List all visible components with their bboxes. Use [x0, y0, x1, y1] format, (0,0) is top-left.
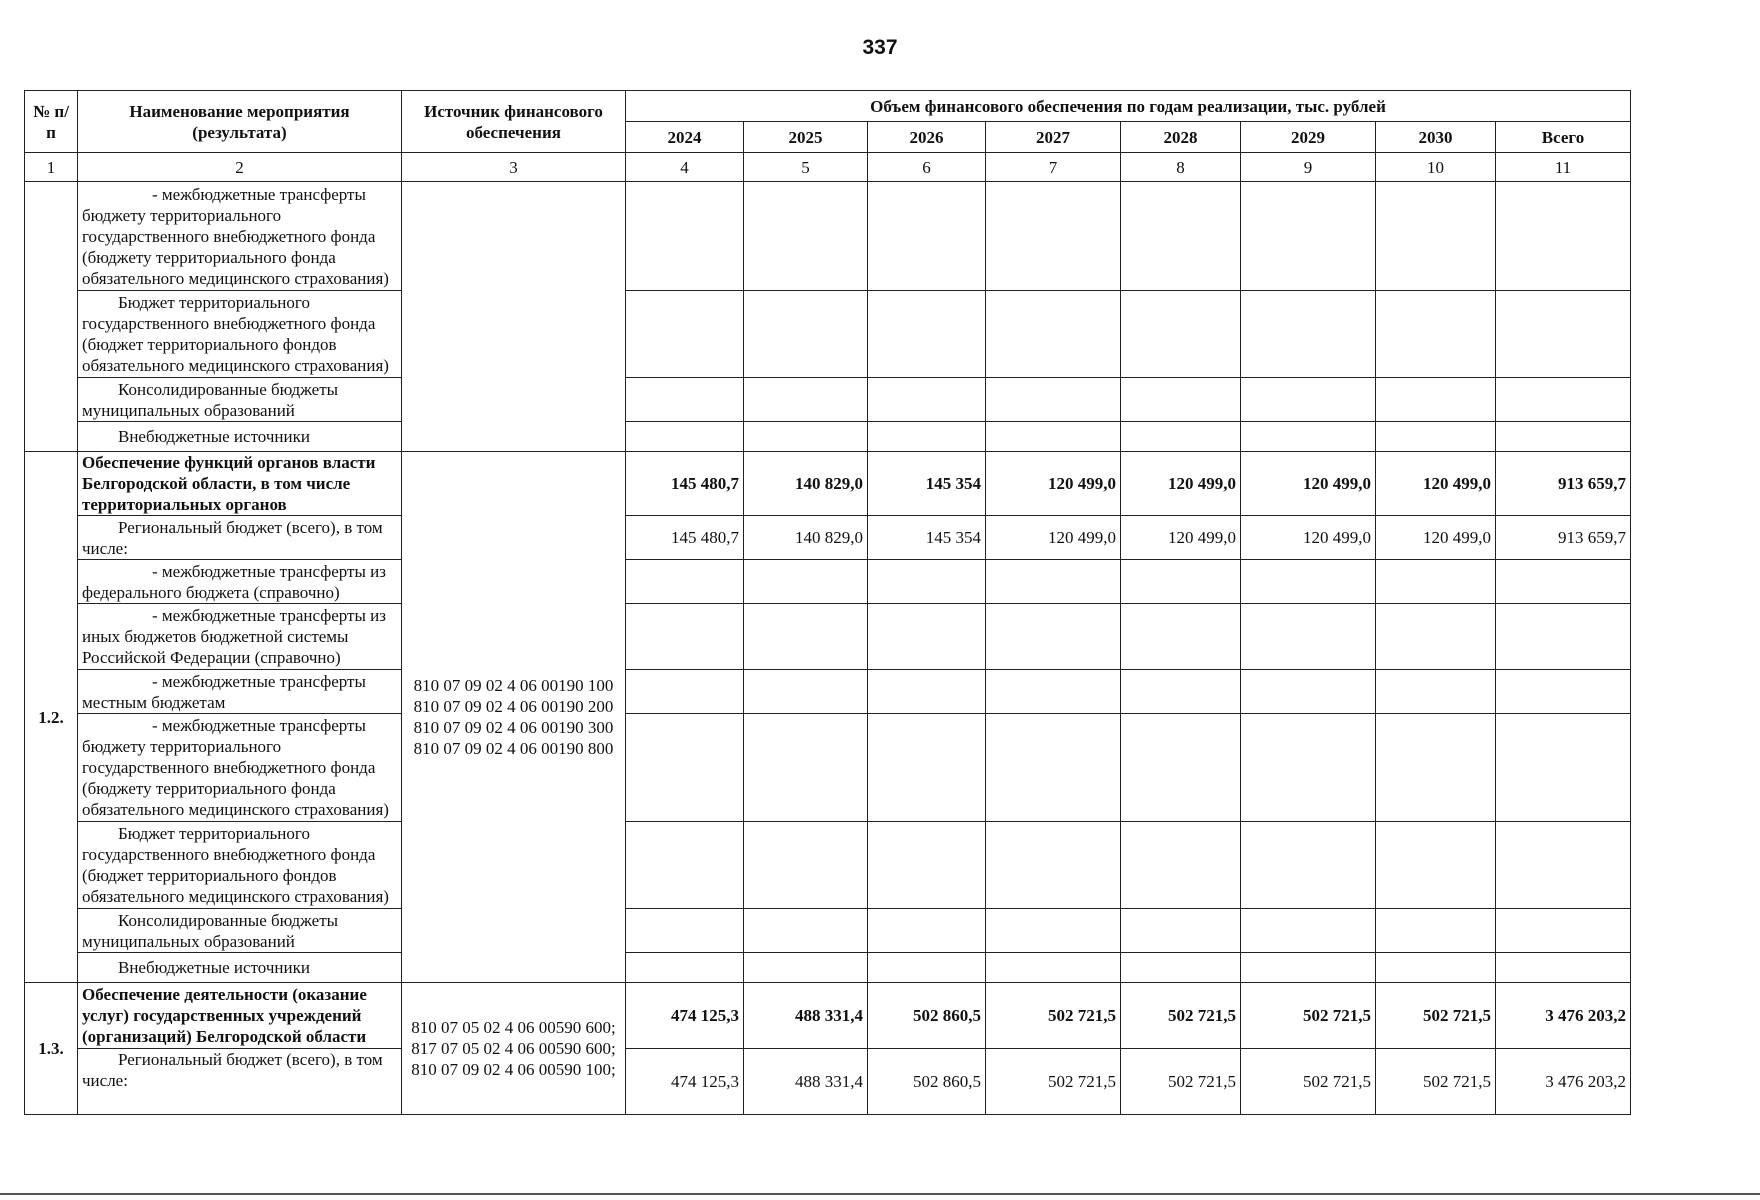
column-number: 9 — [1241, 153, 1376, 182]
column-number: 3 — [402, 153, 626, 182]
value-cell: 502 721,5 — [1376, 1049, 1496, 1115]
table-row — [25, 560, 1760, 604]
row-name: Бюджет территориального государственного внебюджетного фонда (бюджет территориального фондов обязательного медицинского страхования) — [78, 822, 402, 909]
row-name: Обеспечение функций органов власти Белгородской области, в том числе территориальных органов — [78, 452, 402, 516]
row-name: - межбюджетные трансферты бюджету территориального государственного внебюджетного фонда (бюджету территориального фонда обязательного медицинского страхования) — [78, 714, 402, 822]
header-year: 2029 — [1241, 122, 1376, 153]
value-cell: 502 721,5 — [1241, 983, 1376, 1049]
value-cell: 488 331,4 — [744, 1049, 868, 1115]
value-cell: 3 476 203,2 — [1496, 983, 1631, 1049]
value-cell: 913 659,7 — [1496, 516, 1631, 560]
column-number: 5 — [744, 153, 868, 182]
header-year: 2030 — [1376, 122, 1496, 153]
table-row — [25, 909, 1760, 953]
row-name: - межбюджетные трансферты из иных бюджетов бюджетной системы Российской Федерации (справочно) — [78, 604, 402, 670]
table-row — [25, 983, 1760, 1049]
value-cell: 120 499,0 — [986, 452, 1121, 516]
value-cell: 502 721,5 — [1376, 983, 1496, 1049]
value-cell: 3 476 203,2 — [1496, 1049, 1631, 1115]
value-cell: 913 659,7 — [1496, 452, 1631, 516]
column-number: 8 — [1121, 153, 1241, 182]
value-cell: 140 829,0 — [744, 516, 868, 560]
value-cell: 145 480,7 — [626, 516, 744, 560]
row-name: Внебюджетные источники — [78, 953, 402, 983]
column-number: 11 — [1496, 153, 1631, 182]
value-cell: 502 721,5 — [1121, 1049, 1241, 1115]
value-cell: 120 499,0 — [1376, 452, 1496, 516]
page-number: 337 — [862, 36, 898, 59]
value-cell: 145 480,7 — [626, 452, 744, 516]
row-name: Обеспечение деятельности (оказание услуг) государственных учреждений (организаций) Белгородской области — [78, 983, 402, 1049]
value-cell: 488 331,4 — [744, 983, 868, 1049]
row-number-cell — [25, 182, 78, 452]
header-year: 2028 — [1121, 122, 1241, 153]
value-cell: 140 829,0 — [744, 452, 868, 516]
source-cell: 810 07 05 02 4 06 00590 600; 817 07 05 02 4 06 00590 600; 810 07 09 02 4 06 00590 100; — [402, 983, 626, 1115]
value-cell: 120 499,0 — [1121, 452, 1241, 516]
header-year: 2025 — [744, 122, 868, 153]
row-name: Консолидированные бюджеты муниципальных образований — [78, 378, 402, 422]
column-number: 1 — [25, 153, 78, 182]
column-number: 6 — [868, 153, 986, 182]
header-year: 2027 — [986, 122, 1121, 153]
table-row — [25, 670, 1760, 714]
value-cell: 145 354 — [868, 516, 986, 560]
value-cell: 145 354 — [868, 452, 986, 516]
column-number: 10 — [1376, 153, 1496, 182]
table-row — [25, 452, 1760, 516]
column-number-row — [25, 153, 1760, 182]
value-cell: 120 499,0 — [1241, 516, 1376, 560]
table-row — [25, 291, 1760, 378]
header-year: 2024 — [626, 122, 744, 153]
row-name: Бюджет территориального государственного внебюджетного фонда (бюджет территориального фондов обязательного медицинского страхования) — [78, 291, 402, 378]
row-name: - межбюджетные трансферты бюджету территориального государственного внебюджетного фонда (бюджету территориального фонда обязательного медицинского страхования) — [78, 182, 402, 291]
header-total: Всего — [1496, 122, 1631, 153]
value-cell: 502 721,5 — [986, 1049, 1121, 1115]
table-row — [25, 422, 1760, 452]
value-cell: 120 499,0 — [1376, 516, 1496, 560]
table-row — [25, 516, 1760, 560]
value-cell: 120 499,0 — [1121, 516, 1241, 560]
table-row — [25, 604, 1760, 670]
column-number: 7 — [986, 153, 1121, 182]
column-number: 4 — [626, 153, 744, 182]
value-cell: 474 125,3 — [626, 983, 744, 1049]
value-cell: 502 860,5 — [868, 1049, 986, 1115]
header-source: Источник финансового обеспечения — [402, 91, 626, 153]
value-cell: 502 721,5 — [1241, 1049, 1376, 1115]
table-row — [25, 182, 1760, 291]
table-row — [25, 953, 1760, 983]
table-row — [25, 714, 1760, 822]
header-no: № п/п — [25, 91, 78, 153]
header-name: Наименование мероприятия (результата) — [78, 91, 402, 153]
value-cell: 120 499,0 — [1241, 452, 1376, 516]
value-cell: 120 499,0 — [986, 516, 1121, 560]
source-cell — [402, 182, 626, 452]
table-row — [25, 378, 1760, 422]
bottom-rule — [0, 1193, 1760, 1195]
table-row — [25, 1049, 1760, 1115]
table-row — [25, 822, 1760, 909]
source-cell: 810 07 09 02 4 06 00190 100 810 07 09 02 4 06 00190 200 810 07 09 02 4 06 00190 300 810 07 09 02 4 06 00190 800 — [402, 452, 626, 983]
value-cell: 502 860,5 — [868, 983, 986, 1049]
value-cell: 474 125,3 — [626, 1049, 744, 1115]
row-name: Региональный бюджет (всего), в том числе: — [78, 516, 402, 560]
header-year: 2026 — [868, 122, 986, 153]
header-group: Объем финансового обеспечения по годам реализации, тыс. рублей — [626, 91, 1631, 122]
row-number: 1.2. — [25, 452, 78, 983]
column-number: 2 — [78, 153, 402, 182]
row-name: Консолидированные бюджеты муниципальных образований — [78, 909, 402, 953]
value-cell: 502 721,5 — [1121, 983, 1241, 1049]
row-name: Внебюджетные источники — [78, 422, 402, 452]
row-name: - межбюджетные трансферты из федерального бюджета (справочно) — [78, 560, 402, 604]
row-name: Региональный бюджет (всего), в том числе: — [78, 1049, 402, 1115]
row-name: - межбюджетные трансферты местным бюджетам — [78, 670, 402, 714]
row-number: 1.3. — [25, 983, 78, 1115]
budget-table — [24, 90, 1760, 1115]
value-cell: 502 721,5 — [986, 983, 1121, 1049]
